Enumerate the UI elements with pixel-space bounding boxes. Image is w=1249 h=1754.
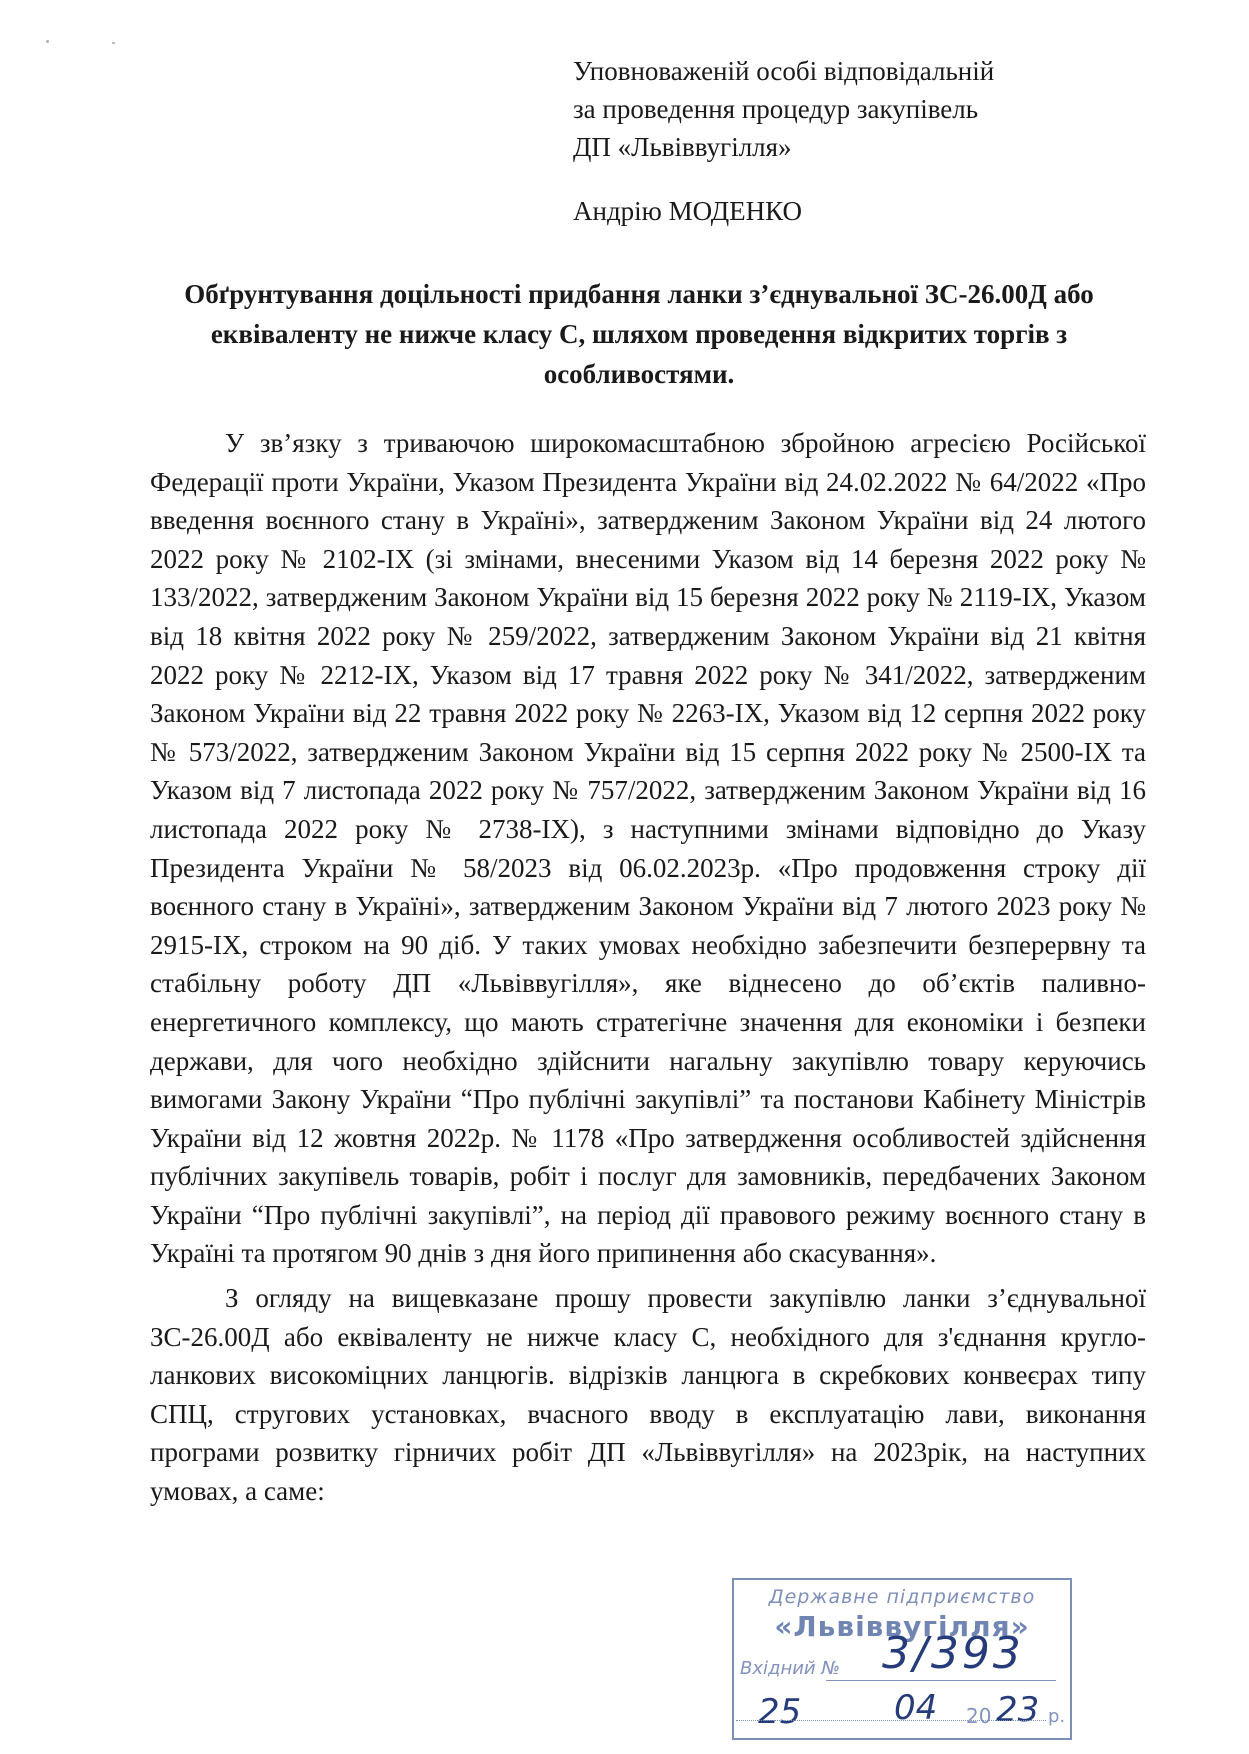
scan-speck <box>112 42 115 44</box>
addressee-block <box>573 52 994 230</box>
stamp-date-year: 23 <box>996 1690 1040 1730</box>
document-title: Обґрунтування доцільності придбання ланки з’єднувальної ЗС-26.00Д або еквіваленту не нижче класу С, шляхом проведення відкритих торгів з особливостями. <box>184 279 1094 389</box>
stamp-incoming-number: 3/393 <box>882 1628 1024 1679</box>
stamp-date-day: 25 <box>758 1692 802 1732</box>
addressee-name: Андрію МОДЕНКО <box>573 196 803 226</box>
addressee-line-3: ДП «Львіввугілля» <box>573 132 792 162</box>
incoming-registration-stamp <box>732 1578 1072 1740</box>
stamp-year-suffix: р. <box>1048 1706 1066 1727</box>
stamp-date-row <box>744 1688 1064 1734</box>
body-paragraph-1: У зв’язку з триваючою широкомасштабною збройною агресією Російської Федерації проти України, Указом Президента України від 24.02.2022 № 64/2022 «Про введення воєнного стану в Україні», затвердженим Законом України від 24 лютого 2022 року № 2102-ІХ (зі змінами, внесеними Указом від 14 березня 2022 року № 133/2022, затвердженим Законом України від 15 березня 2022 року № 2119-ІХ, Указом від 18 квітня 2022 року № 259/2022, затвердженим Законом України від 21 квітня 2022 року № 2212-ІХ, Указом від 17 травня 2022 року № 341/2022, затвердженим Законом України від 22 травня 2022 року № 2263-ІХ, Указом від 12 серпня 2022 року № 573/2022, затвердженим Законом України від 15 серпня 2022 року № 2500-ІХ та Указом від 7 листопада 2022 року № 757/2022, затвердженим Законом України від 16 листопада 2022 року № 2738-ІХ), з наступними змінами відповідно до Указу Президента України № 58/2023 від 06.02.2023р. «Про продовження строку дії воєнного стану в Україні», затвердженим Законом України від 7 лютого 2023 року № 2915-ІХ, строком на 90 діб. У таких умовах необхідно забезпечити безперервну та стабільну роботу ДП «Львіввугілля», яке віднесено до об’єктів паливно-енергетичного комплексу, що мають стратегічне значення для економіки і безпеки держави, для чого необхідно здійснити нагальну закупівлю товару керуючись вимогами Закону України “Про публічні закупівлі” та постанови Кабінету Міністрів України від 12 жовтня 2022р. № 1178 «Про затвердження особливостей здійснення публічних закупівель товарів, робіт і послуг для замовників, передбачених Законом України “Про публічні закупівлі”, на період дії правового режиму воєнного стану в Україні та протягом 90 днів з дня його припинення або скасування». <box>150 428 1146 1269</box>
document-body <box>150 424 1146 1511</box>
addressee-line-1: Уповноваженій особі відповідальній <box>573 56 995 86</box>
addressee-line-2: за проведення процедур закупівель <box>573 94 979 124</box>
stamp-date-line <box>736 1720 1046 1721</box>
body-paragraph-2: З огляду на вищевказане прошу провести закупівлю ланки з’єднувальної ЗС-26.00Д або еквіваленту не нижче класу С, необхідного для з'єднання кругло-ланкових високоміцних ланцюгів. відрізків ланцюга в скребкових конвеєрах типу СПЦ, стругових установках, вчасного вводу в експлуатацію лави, виконання програми розвитку гірничих робіт ДП «Львіввугілля» на 2023рік, на наступних умовах, а саме: <box>150 1283 1146 1507</box>
stamp-org-name: «Львіввугілля» <box>774 1610 1030 1643</box>
stamp-year-prefix: 20 <box>966 1704 992 1728</box>
scan-speck <box>46 40 49 43</box>
stamp-org-type: Державне підприємство <box>768 1586 1036 1608</box>
stamp-number-line <box>826 1680 1056 1681</box>
stamp-date-month: 04 <box>894 1688 938 1728</box>
stamp-incoming-label: Вхідний № <box>740 1658 841 1679</box>
